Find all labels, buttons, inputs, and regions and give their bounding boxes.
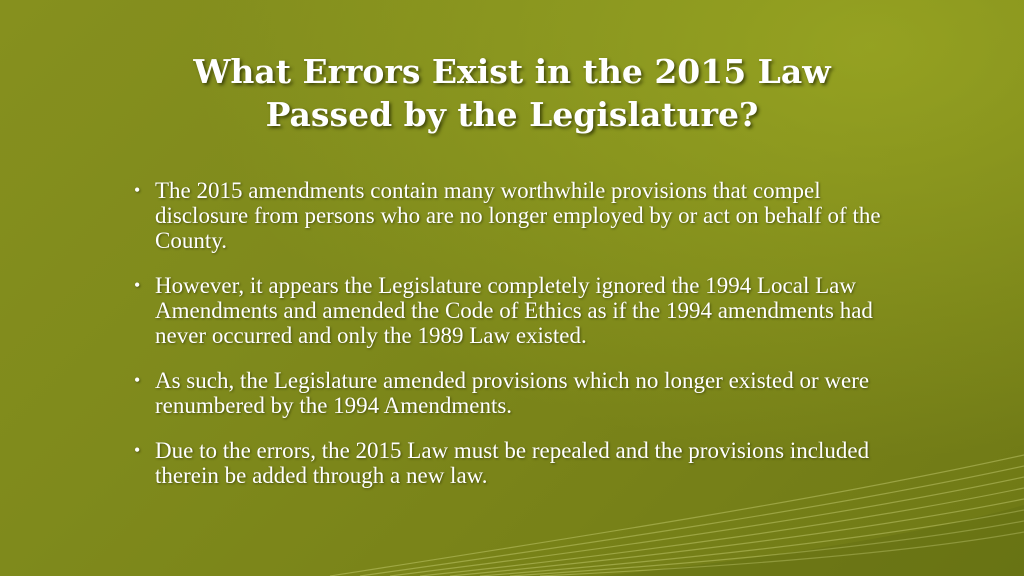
bullet-item: [134, 178, 894, 253]
slide-title-line-1: What Errors Exist in the 2015 Law: [193, 52, 831, 91]
bullet-text: The 2015 amendments contain many worthwhile provisions that compel disclosure from persons who are no longer employed by or act on behalf of the County.: [155, 178, 881, 253]
bullet-list: [134, 178, 894, 508]
bullet-marker: •: [134, 370, 141, 390]
bullet-text: As such, the Legislature amended provisions which no longer existed or were renumbered by the 1994 Amendments.: [155, 368, 870, 418]
slide-title: [110, 50, 914, 136]
bullet-text: However, it appears the Legislature completely ignored the 1994 Local Law Amendments and amended the Code of Ethics as if the 1994 amendments had never occurred and only the 1989 Law existed.: [155, 273, 873, 348]
bullet-marker: •: [134, 440, 141, 460]
bullet-item: [134, 438, 894, 488]
bullet-text: Due to the errors, the 2015 Law must be repealed and the provisions included therein be added through a new law.: [155, 438, 870, 488]
bullet-marker: •: [134, 275, 141, 295]
bullet-marker: •: [134, 180, 141, 200]
slide-title-line-2: Passed by the Legislature?: [265, 95, 759, 134]
bullet-item: [134, 273, 894, 348]
bullet-item: [134, 368, 894, 418]
